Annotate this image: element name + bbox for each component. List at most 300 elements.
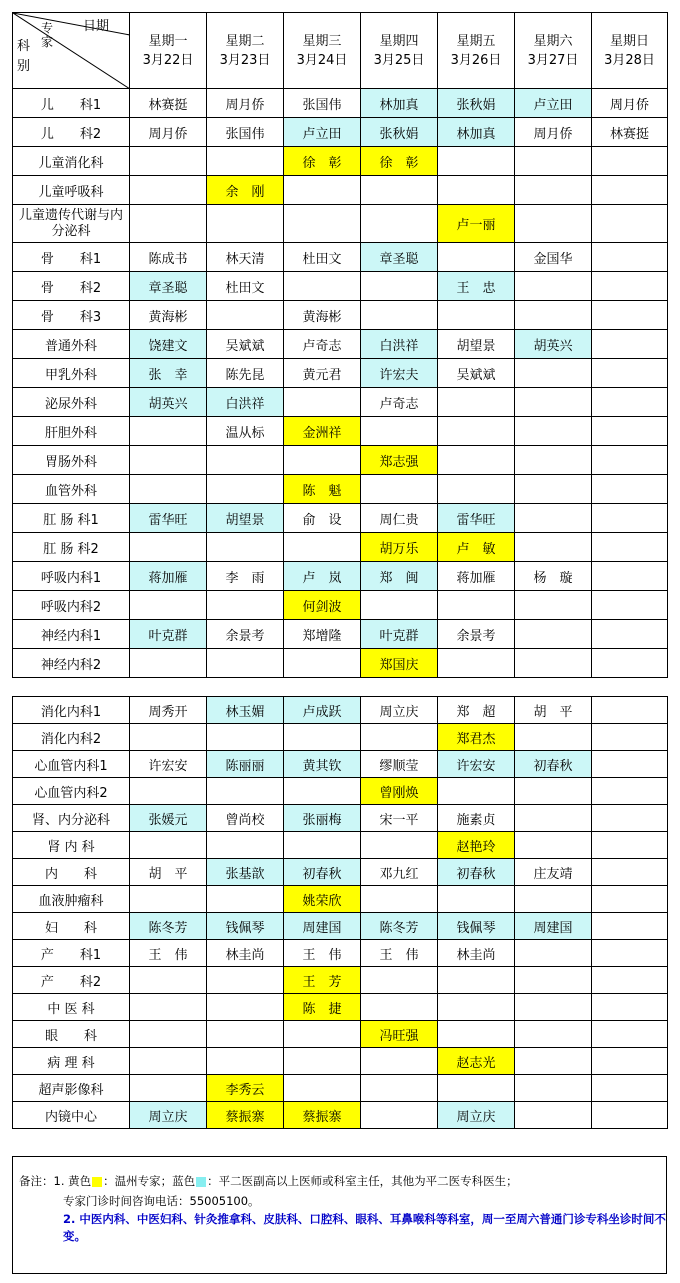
table-row <box>13 1048 668 1075</box>
department-name: 消化内科2 <box>13 724 130 751</box>
department-name: 肝胆外科 <box>13 417 130 446</box>
table-row <box>13 176 668 205</box>
doctor-cell: 邓九红 <box>361 859 438 886</box>
doctor-cell: 张国伟 <box>284 89 361 118</box>
doctor-cell <box>592 1021 668 1048</box>
doctor-cell <box>284 533 361 562</box>
doctor-cell <box>130 649 207 678</box>
doctor-cell <box>130 886 207 913</box>
header-dept-label: 科 别 <box>17 39 31 74</box>
diagonal-lines <box>13 13 130 89</box>
doctor-cell <box>515 1048 592 1075</box>
doctor-cell: 林天清 <box>207 243 284 272</box>
doctor-cell <box>284 649 361 678</box>
doctor-cell <box>284 724 361 751</box>
doctor-cell: 林圭尚 <box>207 940 284 967</box>
date-label: 3月28日 <box>604 52 655 68</box>
doctor-cell: 冯旺强 <box>361 1021 438 1048</box>
doctor-cell: 蔡振寨 <box>207 1102 284 1129</box>
doctor-cell: 金国华 <box>515 243 592 272</box>
table-row <box>13 940 668 967</box>
department-name: 眼 科 <box>13 1021 130 1048</box>
doctor-cell <box>592 205 668 243</box>
table-row <box>13 913 668 940</box>
doctor-cell: 卢立田 <box>515 89 592 118</box>
doctor-cell <box>515 504 592 533</box>
doctor-cell: 王 芳 <box>284 967 361 994</box>
doctor-cell <box>438 243 515 272</box>
doctor-cell: 胡英兴 <box>515 330 592 359</box>
day-header-2 <box>207 13 284 89</box>
doctor-cell <box>284 1048 361 1075</box>
doctor-cell: 陈 魁 <box>284 475 361 504</box>
doctor-cell <box>207 886 284 913</box>
doctor-cell: 曾刚焕 <box>361 778 438 805</box>
doctor-cell <box>207 967 284 994</box>
doctor-cell: 黄海彬 <box>130 301 207 330</box>
doctor-cell: 白洪祥 <box>207 388 284 417</box>
doctor-cell: 卢成跃 <box>284 697 361 724</box>
table-row <box>13 805 668 832</box>
table-row <box>13 446 668 475</box>
doctor-cell: 黄海彬 <box>284 301 361 330</box>
doctor-cell: 吴斌斌 <box>207 330 284 359</box>
doctor-cell <box>361 205 438 243</box>
doctor-cell: 周月侨 <box>515 118 592 147</box>
doctor-cell <box>515 205 592 243</box>
weekday-label: 星期三 <box>302 33 342 49</box>
doctor-cell: 姚荣欣 <box>284 886 361 913</box>
department-name: 肛 肠 科2 <box>13 533 130 562</box>
doctor-cell: 卢奇志 <box>361 388 438 417</box>
note-phone-line: 专家门诊时间咨询电话：55005100。 <box>63 1194 260 1208</box>
doctor-cell <box>207 1048 284 1075</box>
doctor-cell: 许宏安 <box>438 751 515 778</box>
table-row <box>13 562 668 591</box>
blue-swatch-icon <box>196 1177 206 1187</box>
doctor-cell: 雷华旺 <box>438 504 515 533</box>
department-name: 神经内科1 <box>13 620 130 649</box>
doctor-cell <box>515 147 592 176</box>
weekday-label: 星期四 <box>379 33 419 49</box>
doctor-cell: 胡 平 <box>515 697 592 724</box>
doctor-cell <box>592 886 668 913</box>
doctor-cell <box>515 886 592 913</box>
doctor-cell <box>438 591 515 620</box>
doctor-cell <box>438 301 515 330</box>
department-name: 儿 科1 <box>13 89 130 118</box>
table-row <box>13 1102 668 1129</box>
department-name: 妇 科 <box>13 913 130 940</box>
doctor-cell <box>515 1102 592 1129</box>
schedule-table-1 <box>12 12 668 678</box>
department-name: 骨 科2 <box>13 272 130 301</box>
doctor-cell <box>207 591 284 620</box>
doctor-cell: 林玉媚 <box>207 697 284 724</box>
doctor-cell <box>592 967 668 994</box>
table-row <box>13 533 668 562</box>
doctor-cell <box>515 805 592 832</box>
department-name: 儿童消化科 <box>13 147 130 176</box>
doctor-cell <box>592 591 668 620</box>
doctor-cell <box>130 176 207 205</box>
doctor-cell: 李秀云 <box>207 1075 284 1102</box>
day-header-7 <box>592 13 668 89</box>
doctor-cell <box>361 1075 438 1102</box>
weekday-label: 星期二 <box>225 33 265 49</box>
doctor-cell: 饶建文 <box>130 330 207 359</box>
date-label: 3月27日 <box>527 52 579 68</box>
schedule-table-2 <box>12 696 668 1129</box>
weekday-label: 星期六 <box>533 33 573 49</box>
doctor-cell <box>592 805 668 832</box>
doctor-cell <box>361 832 438 859</box>
doctor-cell: 陈冬芳 <box>130 913 207 940</box>
doctor-cell <box>438 1075 515 1102</box>
department-name: 病 理 科 <box>13 1048 130 1075</box>
doctor-cell <box>592 778 668 805</box>
table-row <box>13 751 668 778</box>
doctor-cell: 周月侨 <box>592 89 668 118</box>
doctor-cell <box>438 388 515 417</box>
doctor-cell: 叶克群 <box>361 620 438 649</box>
doctor-cell: 金洲祥 <box>284 417 361 446</box>
doctor-cell <box>361 591 438 620</box>
table-row <box>13 388 668 417</box>
doctor-cell <box>592 940 668 967</box>
doctor-cell: 胡望景 <box>207 504 284 533</box>
doctor-cell <box>438 967 515 994</box>
doctor-cell <box>515 1021 592 1048</box>
doctor-cell <box>438 994 515 1021</box>
doctor-cell <box>592 330 668 359</box>
doctor-cell <box>130 147 207 176</box>
doctor-cell: 郑增隆 <box>284 620 361 649</box>
doctor-cell <box>515 649 592 678</box>
department-name: 内镜中心 <box>13 1102 130 1129</box>
doctor-cell <box>592 359 668 388</box>
doctor-cell: 郑志强 <box>361 446 438 475</box>
table-row <box>13 778 668 805</box>
doctor-cell: 卢一丽 <box>438 205 515 243</box>
date-label: 3月24日 <box>296 52 348 68</box>
day-header-5 <box>438 13 515 89</box>
table-row <box>13 504 668 533</box>
department-name: 血管外科 <box>13 475 130 504</box>
doctor-cell <box>438 649 515 678</box>
doctor-cell: 郑国庆 <box>361 649 438 678</box>
doctor-cell <box>592 994 668 1021</box>
table-row <box>13 649 668 678</box>
doctor-cell: 何剑波 <box>284 591 361 620</box>
doctor-cell: 张基歆 <box>207 859 284 886</box>
doctor-cell <box>361 417 438 446</box>
table-row <box>13 417 668 446</box>
weekday-label: 星期日 <box>609 33 649 49</box>
doctor-cell <box>438 417 515 446</box>
doctor-cell: 陈丽丽 <box>207 751 284 778</box>
department-name: 儿童呼吸科 <box>13 176 130 205</box>
doctor-cell <box>361 967 438 994</box>
doctor-cell: 张丽梅 <box>284 805 361 832</box>
doctor-cell: 周立庆 <box>361 697 438 724</box>
doctor-cell: 张媛元 <box>130 805 207 832</box>
table-row <box>13 301 668 330</box>
doctor-cell: 宋一平 <box>361 805 438 832</box>
doctor-cell <box>130 832 207 859</box>
department-name: 肛 肠 科1 <box>13 504 130 533</box>
header-date-label: 日期 <box>83 19 110 34</box>
doctor-cell <box>130 994 207 1021</box>
doctor-cell <box>284 1021 361 1048</box>
doctor-cell <box>515 359 592 388</box>
doctor-cell <box>592 697 668 724</box>
note-prefix: 备注：1. 黄色 <box>19 1174 92 1188</box>
doctor-cell: 王 伟 <box>284 940 361 967</box>
doctor-cell <box>592 1048 668 1075</box>
doctor-cell: 徐 彰 <box>284 147 361 176</box>
department-name: 骨 科3 <box>13 301 130 330</box>
day-header-3 <box>284 13 361 89</box>
doctor-cell <box>438 475 515 504</box>
doctor-cell <box>284 832 361 859</box>
doctor-cell <box>592 272 668 301</box>
doctor-cell <box>130 778 207 805</box>
doctor-cell: 俞 设 <box>284 504 361 533</box>
doctor-cell: 章圣聪 <box>361 243 438 272</box>
date-label: 3月25日 <box>373 52 425 68</box>
day-header-6 <box>515 13 592 89</box>
department-name: 产 科2 <box>13 967 130 994</box>
doctor-cell <box>361 176 438 205</box>
doctor-cell: 初春秋 <box>515 751 592 778</box>
doctor-cell: 庄友靖 <box>515 859 592 886</box>
department-name: 消化内科1 <box>13 697 130 724</box>
department-name: 泌尿外科 <box>13 388 130 417</box>
doctor-cell: 杜田文 <box>284 243 361 272</box>
department-name: 内 科 <box>13 859 130 886</box>
table-row <box>13 272 668 301</box>
doctor-cell: 叶克群 <box>130 620 207 649</box>
doctor-cell: 初春秋 <box>438 859 515 886</box>
doctor-cell <box>592 417 668 446</box>
department-name: 呼吸内科1 <box>13 562 130 591</box>
doctor-cell <box>207 475 284 504</box>
doctor-cell <box>515 272 592 301</box>
department-name: 骨 科1 <box>13 243 130 272</box>
doctor-cell <box>361 1048 438 1075</box>
table-row <box>13 330 668 359</box>
doctor-cell <box>361 994 438 1021</box>
doctor-cell <box>515 176 592 205</box>
doctor-cell: 许宏夫 <box>361 359 438 388</box>
doctor-cell: 陈成书 <box>130 243 207 272</box>
doctor-cell: 李 雨 <box>207 562 284 591</box>
doctor-cell: 王 伟 <box>361 940 438 967</box>
doctor-cell: 钱佩琴 <box>207 913 284 940</box>
doctor-cell <box>592 913 668 940</box>
doctor-cell <box>515 475 592 504</box>
doctor-cell: 钱佩琴 <box>438 913 515 940</box>
doctor-cell: 卢奇志 <box>284 330 361 359</box>
doctor-cell <box>515 620 592 649</box>
table-row <box>13 967 668 994</box>
doctor-cell <box>130 591 207 620</box>
department-name: 血液肿瘤科 <box>13 886 130 913</box>
doctor-cell: 余 刚 <box>207 176 284 205</box>
doctor-cell <box>284 176 361 205</box>
doctor-cell <box>284 388 361 417</box>
doctor-cell: 林赛挺 <box>130 89 207 118</box>
doctor-cell: 张国伟 <box>207 118 284 147</box>
doctor-cell <box>592 504 668 533</box>
doctor-cell: 林圭尚 <box>438 940 515 967</box>
department-name: 心血管内科2 <box>13 778 130 805</box>
doctor-cell: 周月侨 <box>130 118 207 147</box>
doctor-cell <box>592 243 668 272</box>
doctor-cell <box>515 832 592 859</box>
table-row <box>13 886 668 913</box>
doctor-cell: 蒋加雁 <box>130 562 207 591</box>
doctor-cell <box>515 301 592 330</box>
doctor-cell <box>515 778 592 805</box>
doctor-cell <box>361 475 438 504</box>
department-name: 甲乳外科 <box>13 359 130 388</box>
doctor-cell <box>207 724 284 751</box>
doctor-cell <box>207 649 284 678</box>
doctor-cell: 施素贞 <box>438 805 515 832</box>
department-name: 儿 科2 <box>13 118 130 147</box>
table-row <box>13 994 668 1021</box>
doctor-cell: 曾尚校 <box>207 805 284 832</box>
doctor-cell: 蔡振寨 <box>284 1102 361 1129</box>
doctor-cell <box>207 778 284 805</box>
note-blue-text: ：平二医副高以上医师或科室主任，其他为平二医专科医生； <box>207 1174 518 1188</box>
department-name: 心血管内科1 <box>13 751 130 778</box>
day-header-4 <box>361 13 438 89</box>
doctor-cell <box>515 940 592 967</box>
doctor-cell: 吴斌斌 <box>438 359 515 388</box>
doctor-cell: 王 忠 <box>438 272 515 301</box>
doctor-cell <box>438 1021 515 1048</box>
doctor-cell <box>592 859 668 886</box>
yellow-swatch-icon <box>92 1177 102 1187</box>
doctor-cell <box>515 533 592 562</box>
doctor-cell <box>361 272 438 301</box>
doctor-cell <box>515 994 592 1021</box>
doctor-cell: 赵志光 <box>438 1048 515 1075</box>
doctor-cell <box>515 724 592 751</box>
doctor-cell: 周月侨 <box>207 89 284 118</box>
doctor-cell: 郑 闽 <box>361 562 438 591</box>
doctor-cell <box>438 778 515 805</box>
table-row <box>13 620 668 649</box>
doctor-cell: 张 幸 <box>130 359 207 388</box>
doctor-cell: 温从标 <box>207 417 284 446</box>
table-row <box>13 147 668 176</box>
department-name: 产 科1 <box>13 940 130 967</box>
doctor-cell <box>515 446 592 475</box>
doctor-cell: 林加真 <box>361 89 438 118</box>
doctor-cell: 周立庆 <box>438 1102 515 1129</box>
doctor-cell: 胡 平 <box>130 859 207 886</box>
department-name: 中 医 科 <box>13 994 130 1021</box>
doctor-cell: 杨 璇 <box>515 562 592 591</box>
doctor-cell <box>361 301 438 330</box>
notes-box <box>12 1156 667 1274</box>
doctor-cell: 郑君杰 <box>438 724 515 751</box>
doctor-cell: 周建国 <box>284 913 361 940</box>
note-yellow-text: ：温州专家；蓝色 <box>103 1174 196 1188</box>
table-row <box>13 832 668 859</box>
note-line-1 <box>19 1171 666 1191</box>
doctor-cell <box>515 591 592 620</box>
doctor-cell: 王 伟 <box>130 940 207 967</box>
doctor-cell: 林加真 <box>438 118 515 147</box>
doctor-cell <box>515 1075 592 1102</box>
table-row <box>13 359 668 388</box>
doctor-cell <box>207 533 284 562</box>
table-row <box>13 591 668 620</box>
doctor-cell: 陈冬芳 <box>361 913 438 940</box>
table-row <box>13 243 668 272</box>
doctor-cell: 张秋娟 <box>361 118 438 147</box>
doctor-cell <box>130 1021 207 1048</box>
table-row <box>13 697 668 724</box>
weekday-label: 星期一 <box>148 33 188 49</box>
doctor-cell <box>130 967 207 994</box>
doctor-cell: 白洪祥 <box>361 330 438 359</box>
doctor-cell <box>207 994 284 1021</box>
doctor-cell <box>207 147 284 176</box>
doctor-cell: 杜田文 <box>207 272 284 301</box>
doctor-cell <box>361 1102 438 1129</box>
doctor-cell <box>207 832 284 859</box>
doctor-cell <box>130 724 207 751</box>
table-row <box>13 1075 668 1102</box>
date-label: 3月26日 <box>450 52 502 68</box>
note-line-2: 2. 中医内科、中医妇科、针灸推拿科、皮肤科、口腔科、眼科、耳鼻喉科等科室，周一至周六普通门诊专科坐诊时间不变。 <box>63 1212 666 1243</box>
doctor-cell <box>130 446 207 475</box>
doctor-cell <box>592 751 668 778</box>
department-name: 神经内科2 <box>13 649 130 678</box>
doctor-cell: 初春秋 <box>284 859 361 886</box>
doctor-cell <box>515 417 592 446</box>
doctor-cell: 徐 彰 <box>361 147 438 176</box>
doctor-cell: 林赛挺 <box>592 118 668 147</box>
doctor-cell <box>207 205 284 243</box>
department-name: 超声影像科 <box>13 1075 130 1102</box>
table-row <box>13 205 668 243</box>
day-header-1 <box>130 13 207 89</box>
doctor-cell <box>592 147 668 176</box>
table-row <box>13 118 668 147</box>
doctor-cell: 雷华旺 <box>130 504 207 533</box>
doctor-cell: 赵艳玲 <box>438 832 515 859</box>
department-name: 呼吸内科2 <box>13 591 130 620</box>
doctor-cell <box>361 886 438 913</box>
doctor-cell: 陈 捷 <box>284 994 361 1021</box>
doctor-cell <box>592 724 668 751</box>
date-label: 3月22日 <box>142 52 194 68</box>
doctor-cell <box>438 446 515 475</box>
doctor-cell <box>130 1075 207 1102</box>
doctor-cell: 缪顺莹 <box>361 751 438 778</box>
doctor-cell <box>130 205 207 243</box>
doctor-cell <box>592 475 668 504</box>
doctor-cell <box>438 176 515 205</box>
doctor-cell: 余景考 <box>438 620 515 649</box>
